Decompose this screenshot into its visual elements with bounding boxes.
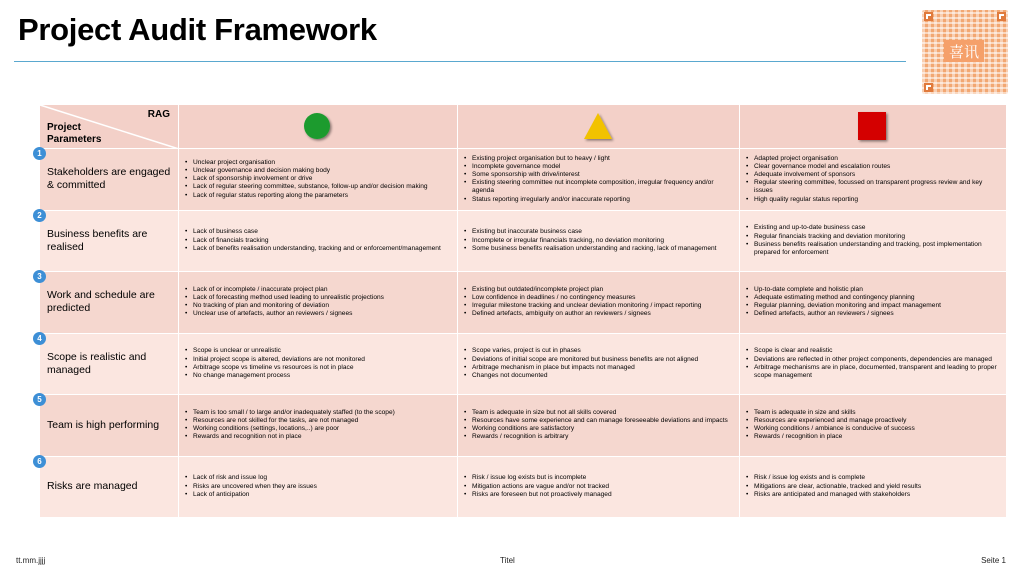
red-criteria-cell <box>740 457 1006 519</box>
list-item: • No tracking of plan and monitoring of deviation <box>193 302 451 310</box>
footer-date: tt.mm.jjjj <box>16 556 46 565</box>
parameter-cell <box>37 395 179 457</box>
green-criteria-cell <box>179 334 458 396</box>
row-number-badge: 5 <box>33 393 46 406</box>
table-header-row <box>40 105 1006 149</box>
title-divider <box>14 61 906 62</box>
green-criteria-cell <box>179 272 458 334</box>
green-criteria-list <box>179 211 457 272</box>
qr-finder-icon <box>997 12 1006 21</box>
list-item: • Arbitrage mechanisms are in place, documented, transparent and leading to proper scope management <box>754 364 1000 380</box>
list-item: • Deviations are reflected in other project components, dependencies are managed <box>754 356 1000 364</box>
list-item: • Regular steering committee, focussed on transparent progress review and key issues <box>754 179 1000 195</box>
table-row <box>37 210 1006 273</box>
list-item: • Risks are anticipated and managed with stakeholders <box>754 491 1000 499</box>
list-item: • Defined artefacts, ambiguity on author an reviewers / signees <box>472 310 733 318</box>
red-criteria-cell <box>740 149 1006 211</box>
row-number-badge: 6 <box>33 455 46 468</box>
red-criteria-cell <box>740 334 1006 396</box>
list-item: • Lack of anticipation <box>193 491 451 499</box>
red-criteria-list <box>740 457 1006 518</box>
list-item: • Lack of business case <box>193 228 451 236</box>
list-item: • Risks are uncovered when they are issues <box>193 483 451 491</box>
page-title: Project Audit Framework <box>18 12 377 47</box>
list-item: • Risk / issue log exists and is complete <box>754 474 1000 482</box>
yellow-criteria-list <box>458 457 739 518</box>
list-item: • Lack of or incomplete / inaccurate project plan <box>193 286 451 294</box>
footer-page-number: Seite 1 <box>981 556 1006 565</box>
list-item: • Unclear governance and decision making body <box>193 167 451 175</box>
list-item: • Incomplete governance model <box>472 163 733 171</box>
red-criteria-list <box>740 149 1006 210</box>
red-criteria-cell <box>740 395 1006 457</box>
yellow-criteria-cell <box>458 272 740 334</box>
list-item: • Regular planning, deviation monitoring and impact management <box>754 302 1000 310</box>
list-item: • Existing but outdated/incomplete project plan <box>472 286 733 294</box>
qr-code-icon <box>922 10 1008 94</box>
parameter-label: Work and schedule are predicted <box>47 289 155 315</box>
list-item: • Scope is unclear or unrealistic <box>193 347 451 355</box>
list-item: • Existing steering committee nut incomplete composition, irregular frequency and/or agenda <box>472 179 733 195</box>
list-item: • Team is adequate in size but not all skills covered <box>472 409 733 417</box>
red-criteria-cell <box>740 272 1006 334</box>
green-criteria-cell <box>179 457 458 519</box>
list-item: • Lack of regular steering committee, substance, follow-up and/or decision making <box>193 183 451 191</box>
red-criteria-list <box>740 272 1006 333</box>
rag-label: RAG <box>147 109 170 120</box>
green-criteria-cell <box>179 149 458 211</box>
list-item: • Deviations of initial scope are monitored but business benefits are not aligned <box>472 356 733 364</box>
list-item: • Unclear project organisation <box>193 159 451 167</box>
audit-table <box>37 105 1006 518</box>
yellow-criteria-cell <box>458 334 740 396</box>
list-item: • Resources have some experience and can manage foreseeable deviations and impacts <box>472 417 733 425</box>
list-item: • Regular financials tracking and deviation monitoring <box>754 233 1000 241</box>
list-item: • Rewards / recognition is arbitrary <box>472 433 733 441</box>
table-row <box>37 149 1006 211</box>
list-item: • Lack of sponsorship involvement or drive <box>193 175 451 183</box>
list-item: • Risks are foreseen but not proactively managed <box>472 491 733 499</box>
list-item: • Business benefits realisation understanding and tracking, post implementation prepared for enforcement <box>754 241 1000 257</box>
list-item: • Some sponsorship with drive/interest <box>472 171 733 179</box>
green-criteria-list <box>179 395 457 456</box>
list-item: • Arbitrage scope vs timeline vs resources is not in place <box>193 364 451 372</box>
row-number-badge: 1 <box>33 147 46 160</box>
list-item: • Defined artefacts, author an reviewers / signees <box>754 310 1000 318</box>
table-row <box>37 456 1006 519</box>
yellow-criteria-list <box>458 395 739 456</box>
list-item: • Incomplete or irregular financials tracking, no deviation monitoring <box>472 237 733 245</box>
red-criteria-cell <box>740 211 1006 273</box>
list-item: • Resources are experienced and manage proactively <box>754 417 1000 425</box>
list-item: • Arbitrage mechanism in place but impacts not managed <box>472 364 733 372</box>
list-item: • Scope is clear and realistic <box>754 347 1000 355</box>
red-criteria-list <box>740 211 1006 272</box>
list-item: • Initial project scope is altered, deviations are not monitored <box>193 356 451 364</box>
list-item: • Lack of forecasting method used leading to unrealistic projections <box>193 294 451 302</box>
list-item: • Adequate estimating method and contingency planning <box>754 294 1000 302</box>
yellow-criteria-list <box>458 149 739 210</box>
list-item: • High quality regular status reporting <box>754 196 1000 204</box>
list-item: • Rewards / recognition in place <box>754 433 1000 441</box>
list-item: • Scope varies, project is cut in phases <box>472 347 733 355</box>
list-item: • Clear governance model and escalation routes <box>754 163 1000 171</box>
parameter-cell <box>37 272 179 334</box>
list-item: • No change management process <box>193 372 451 380</box>
list-item: • Mitigation actions are vague and/or not tracked <box>472 483 733 491</box>
green-criteria-cell <box>179 211 458 273</box>
parameter-label: Scope is realistic and managed <box>47 350 147 376</box>
qr-finder-icon <box>924 12 933 21</box>
parameter-cell <box>37 210 179 273</box>
red-square-icon <box>855 109 891 145</box>
list-item: • Existing project organisation but to heavy / light <box>472 155 733 163</box>
parameters-label: Parameters <box>47 134 102 145</box>
list-item: • Adequate involvement of sponsors <box>754 171 1000 179</box>
row-number-badge: 2 <box>33 209 46 222</box>
header-corner-cell <box>40 105 179 149</box>
parameter-cell <box>37 333 179 396</box>
list-item: • Adapted project organisation <box>754 155 1000 163</box>
project-label: Project <box>47 122 81 133</box>
green-criteria-list <box>179 457 457 518</box>
parameter-label: Risks are managed <box>47 480 138 493</box>
list-item: • Working conditions (settings, locations,..) are poor <box>193 425 451 433</box>
green-criteria-list <box>179 334 457 395</box>
header-green-cell <box>179 105 458 149</box>
yellow-criteria-list <box>458 272 739 333</box>
list-item: • Resources are not skilled for the tasks, are not managed <box>193 417 451 425</box>
red-criteria-list <box>740 395 1006 456</box>
list-item: • Status reporting irregularly and/or inaccurate reporting <box>472 196 733 204</box>
qr-finder-icon <box>924 83 933 92</box>
list-item: • Lack of regular status reporting along the parameters <box>193 192 451 200</box>
parameter-label: Business benefits are realised <box>47 227 148 253</box>
list-item: • Some business benefits realisation understanding and racking, lack of management <box>472 245 733 253</box>
footer-title: Titel <box>500 556 515 565</box>
list-item: • Existing and up-to-date business case <box>754 224 1000 232</box>
list-item: • Lack of benefits realisation understanding, tracking and or enforcement/management <box>193 245 451 253</box>
green-circle-icon <box>301 110 335 144</box>
list-item: • Working conditions are satisfactory <box>472 425 733 433</box>
parameter-cell <box>37 149 179 211</box>
parameter-label: Team is high performing <box>47 418 160 431</box>
project-parameters-label <box>47 122 101 146</box>
header-yellow-cell <box>458 105 740 149</box>
green-criteria-cell <box>179 395 458 457</box>
yellow-criteria-list <box>458 334 739 395</box>
table-row <box>37 333 1006 396</box>
list-item: • Team is too small / to large and/or inadequately staffed (to the scope) <box>193 409 451 417</box>
table-row <box>37 272 1006 334</box>
list-item: • Irregular milestone tracking and unclear deviation monitoring / impact reporting <box>472 302 733 310</box>
yellow-triangle-icon <box>582 110 616 144</box>
list-item: • Up-to-date complete and holistic plan <box>754 286 1000 294</box>
qr-logo: 喜讯 <box>944 40 984 62</box>
list-item: • Changes not documented <box>472 372 733 380</box>
parameter-cell <box>37 456 179 519</box>
list-item: • Unclear use of artefacts, author an reviewers / signees <box>193 310 451 318</box>
list-item: • Working conditions / ambiance is conducive of success <box>754 425 1000 433</box>
red-criteria-list <box>740 334 1006 395</box>
parameter-label: Stakeholders are engaged & committed <box>47 166 171 192</box>
row-number-badge: 4 <box>33 332 46 345</box>
yellow-criteria-cell <box>458 211 740 273</box>
list-item: • Risk / issue log exists but is incomplete <box>472 474 733 482</box>
yellow-criteria-cell <box>458 395 740 457</box>
list-item: • Mitigations are clear, actionable, tracked and yield results <box>754 483 1000 491</box>
yellow-criteria-cell <box>458 457 740 519</box>
list-item: • Low confidence in deadlines / no contingency measures <box>472 294 733 302</box>
green-criteria-list <box>179 149 457 210</box>
list-item: • Team is adequate in size and skills <box>754 409 1000 417</box>
list-item: • Existing but inaccurate business case <box>472 228 733 236</box>
list-item: • Lack of risk and issue log <box>193 474 451 482</box>
yellow-criteria-cell <box>458 149 740 211</box>
table-row <box>37 395 1006 457</box>
green-criteria-list <box>179 272 457 333</box>
list-item: • Lack of financials tracking <box>193 237 451 245</box>
row-number-badge: 3 <box>33 270 46 283</box>
list-item: • Rewards and recognition not in place <box>193 433 451 441</box>
yellow-criteria-list <box>458 211 739 272</box>
header-red-cell <box>740 105 1006 149</box>
